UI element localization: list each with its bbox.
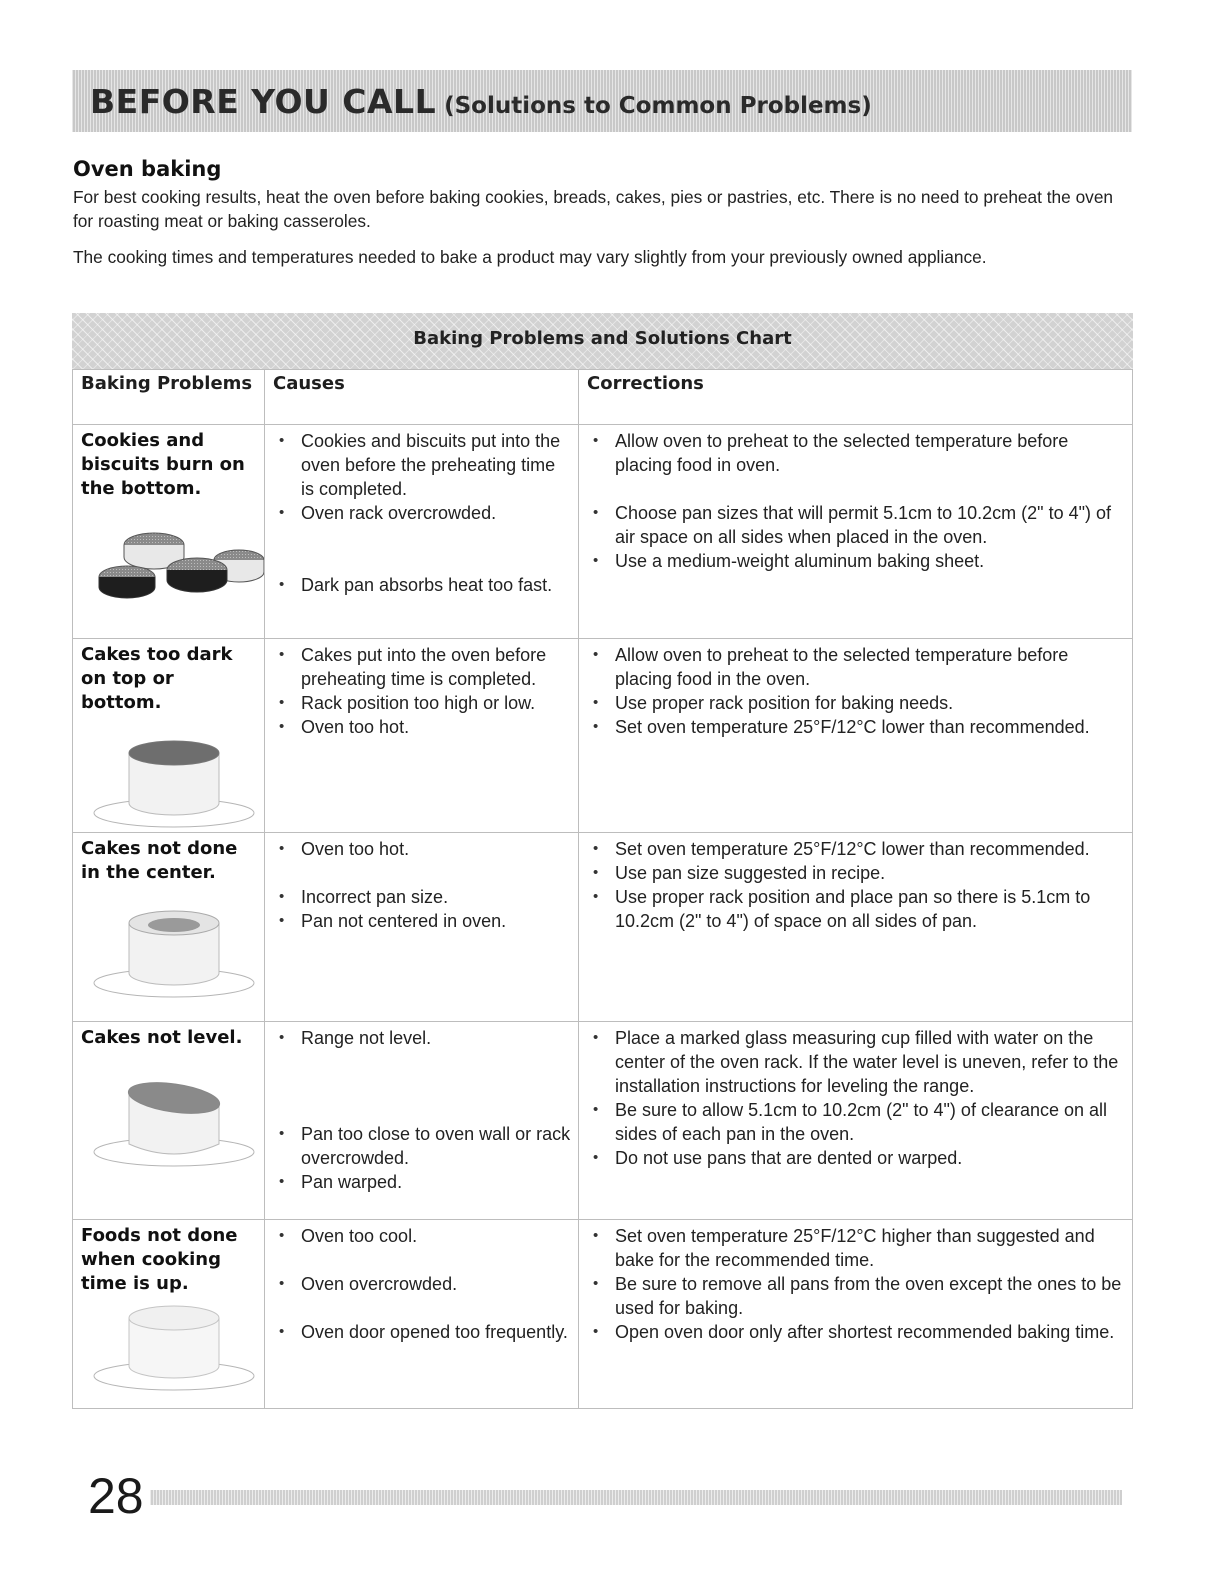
dark-cake-icon xyxy=(89,729,259,829)
problem-cell xyxy=(73,1220,265,1409)
problem-label: Foods not done when cooking time is up. xyxy=(81,1225,238,1294)
cookies-icon xyxy=(89,515,264,610)
chart-title: Baking Problems and Solutions Chart xyxy=(413,328,792,349)
header-corrections: Corrections xyxy=(579,370,1133,425)
problem-label: Cakes not done in the center. xyxy=(81,838,238,883)
cause-item: • Cakes put into the oven before preheating time is completed. xyxy=(273,643,572,691)
corrections-cell xyxy=(579,1220,1133,1409)
cause-item: • Pan too close to oven wall or rack overcrowded. xyxy=(273,1122,572,1170)
page-number: 28 xyxy=(88,1468,144,1524)
causes-cell xyxy=(265,639,579,833)
corrections-cell xyxy=(579,833,1133,1022)
table-row xyxy=(73,833,1133,1022)
tilted-cake-icon xyxy=(89,1064,259,1169)
problem-cell xyxy=(73,639,265,833)
table-row xyxy=(73,1022,1133,1220)
header-problems: Baking Problems xyxy=(73,370,265,425)
cause-item: • Oven rack overcrowded. xyxy=(273,501,572,525)
table-row xyxy=(73,425,1133,639)
header-causes: Causes xyxy=(265,370,579,425)
corrections-cell xyxy=(579,425,1133,639)
header-banner xyxy=(72,70,1132,132)
correction-item: • Use pan size suggested in recipe. xyxy=(587,861,1126,885)
causes-cell xyxy=(265,425,579,639)
table-row xyxy=(73,1220,1133,1409)
section-title: Oven baking xyxy=(73,157,222,181)
causes-cell xyxy=(265,833,579,1022)
chart-title-bar xyxy=(72,313,1133,369)
correction-item: • Be sure to remove all pans from the oven except the ones to be used for baking. xyxy=(587,1272,1126,1320)
correction-item: • Place a marked glass measuring cup filled with water on the center of the oven rack. If the water level is uneven, refer to the installation instructions for leveling the range. xyxy=(587,1026,1126,1098)
cause-item: • Oven too hot. xyxy=(273,715,572,739)
correction-item: • Set oven temperature 25°F/12°C lower than recommended. xyxy=(587,715,1126,739)
correction-item: • Allow oven to preheat to the selected temperature before placing food in oven. xyxy=(587,429,1126,477)
pale-cake-icon xyxy=(89,1302,259,1392)
banner-subtitle: (Solutions to Common Problems) xyxy=(444,93,872,119)
problem-label: Cakes too dark on top or bottom. xyxy=(81,644,233,713)
cause-item: • Incorrect pan size. xyxy=(273,885,572,909)
correction-item: • Use a medium-weight aluminum baking sheet. xyxy=(587,549,1126,573)
correction-item: • Be sure to allow 5.1cm to 10.2cm (2" to 4") of clearance on all sides of each pan in the oven. xyxy=(587,1098,1126,1146)
cause-item: • Oven too hot. xyxy=(273,837,572,861)
correction-item: • Set oven temperature 25°F/12°C lower than recommended. xyxy=(587,837,1126,861)
cause-item: • Oven overcrowded. xyxy=(273,1272,572,1296)
cause-item: • Oven door opened too frequently. xyxy=(273,1320,572,1344)
problem-cell xyxy=(73,425,265,639)
correction-item: • Open oven door only after shortest recommended baking time. xyxy=(587,1320,1126,1344)
cause-item: • Oven too cool. xyxy=(273,1224,572,1248)
undone-cake-icon xyxy=(89,899,259,999)
intro-paragraph-1: For best cooking results, heat the oven before baking cookies, breads, cakes, pies or pastries, etc. There is no need to preheat the oven for roasting meat or baking casseroles. xyxy=(73,187,1114,231)
causes-cell xyxy=(265,1022,579,1220)
baking-problems-table xyxy=(72,369,1133,1409)
cause-item: • Rack position too high or low. xyxy=(273,691,572,715)
cause-item: • Cookies and biscuits put into the oven before the preheating time is completed. xyxy=(273,429,572,501)
correction-item: • Choose pan sizes that will permit 5.1cm to 10.2cm (2" to 4") of air space on all sides when placed in the oven. xyxy=(587,501,1126,549)
cause-item: • Pan warped. xyxy=(273,1170,572,1194)
causes-cell xyxy=(265,1220,579,1409)
banner-title: BEFORE YOU CALL xyxy=(90,82,437,121)
cause-item: • Pan not centered in oven. xyxy=(273,909,572,933)
cause-item: • Dark pan absorbs heat too fast. xyxy=(273,573,572,597)
correction-item: • Allow oven to preheat to the selected temperature before placing food in the oven. xyxy=(587,643,1126,691)
correction-item: • Use proper rack position and place pan so there is 5.1cm to 10.2cm (2" to 4") of space on all sides of pan. xyxy=(587,885,1126,933)
corrections-cell xyxy=(579,639,1133,833)
table-row xyxy=(73,639,1133,833)
table-header-row xyxy=(73,370,1133,425)
problem-label: Cakes not level. xyxy=(81,1027,243,1048)
cause-item: • Range not level. xyxy=(273,1026,572,1050)
problem-label: Cookies and biscuits burn on the bottom. xyxy=(81,430,245,499)
correction-item: • Set oven temperature 25°F/12°C higher than suggested and bake for the recommended time. xyxy=(587,1224,1126,1272)
problem-cell xyxy=(73,1022,265,1220)
corrections-cell xyxy=(579,1022,1133,1220)
footer-rule xyxy=(150,1490,1122,1505)
intro-paragraph-2: The cooking times and temperatures needed to bake a product may vary slightly from your previously owned appliance. xyxy=(73,247,987,267)
correction-item: • Do not use pans that are dented or warped. xyxy=(587,1146,1126,1170)
correction-item: • Use proper rack position for baking needs. xyxy=(587,691,1126,715)
problem-cell xyxy=(73,833,265,1022)
